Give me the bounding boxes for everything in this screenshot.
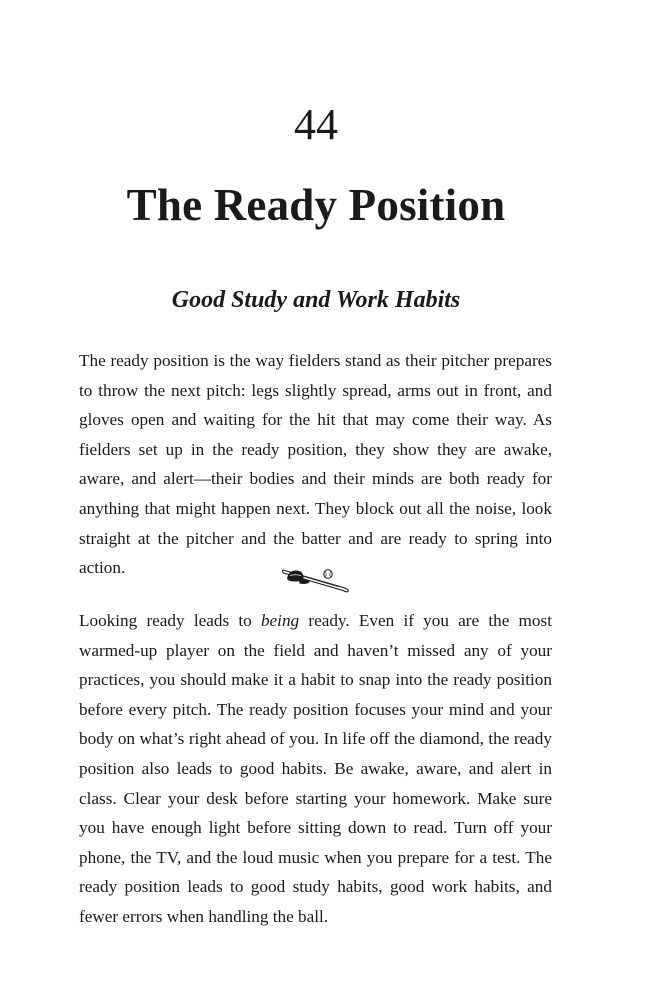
chapter-title: The Ready Position [126,180,506,230]
body-paragraph-2 [79,606,552,932]
chapter-subtitle: Good Study and Work Habits [171,287,461,313]
body-paragraph-1: The ready position is the way fielders stand as their pitcher prepares to throw the next pitch: legs slightly spread, arms out in front, and gloves open and waiting for the hit that may come their way. As fielders set up in the ready position, they show they are awake, aware, and alert—their bodies and their minds are both ready for anything that might happen next. They block out all the noise, look straight at the pitcher and the batter and are ready to spring into action. [79,351,552,578]
baseball-cap-bat-ball-icon [279,563,353,593]
paragraph-2-emphasis: being [260,611,300,630]
paragraph-2-rest: ready. Even if you are the most warmed-up player on the field and haven’t missed any of your practices, you should make it a habit to snap into the ready position before every pitch. The ready position focuses your mind and your body on what’s right ahead of you. In life off the diamond, the ready position also leads to good habits. Be awake, aware, and alert in class. Clear your desk before starting your homework. Make sure you have enough light before sitting down to read. Turn off your phone, the TV, and the loud music when you prepare for a test. The ready position leads to good study habits, good work habits, and fewer errors when handling the ball. [79,611,552,926]
paragraph-2-lead: Looking ready leads to [79,611,261,630]
chapter-number: 44 [294,100,338,149]
